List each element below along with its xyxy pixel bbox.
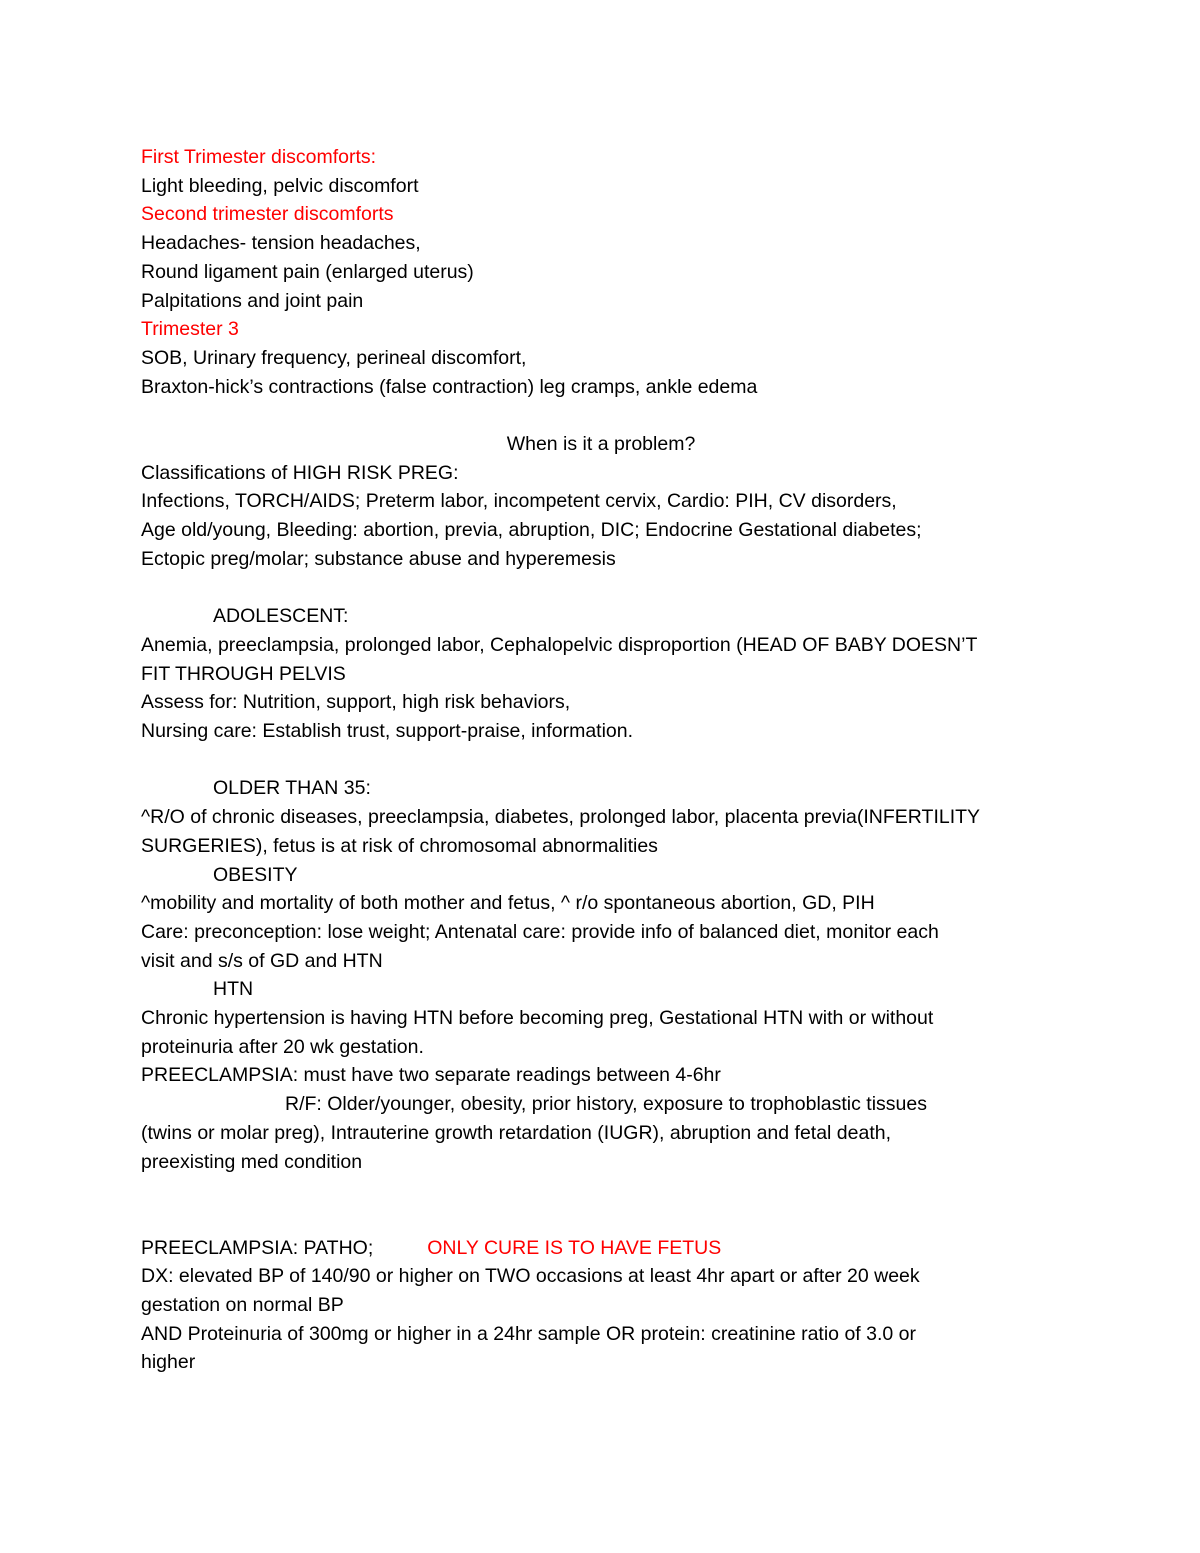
third-trimester-line: Braxton-hick’s contractions (false contraction) leg cramps, ankle edema (141, 375, 758, 398)
problem-line: Ectopic preg/molar; substance abuse and hyperemesis (141, 547, 616, 570)
obesity-line: ^mobility and mortality of both mother and fetus, ^ r/o spontaneous abortion, GD, PIH (141, 892, 875, 915)
htn-line: PREECLAMPSIA: must have two separate readings between 4-6hr (141, 1064, 721, 1087)
blank-line (141, 574, 1061, 603)
adolescent-line: Assess for: Nutrition, support, high risk behaviors, (141, 691, 571, 714)
htn-line: proteinuria after 20 wk gestation. (141, 1035, 424, 1058)
blank-line (141, 1205, 1061, 1234)
third-trimester-line: SOB, Urinary frequency, perineal discomfort, (141, 346, 527, 369)
first-trimester-text: Light bleeding, pelvic discomfort (141, 174, 419, 197)
second-trimester-line: Palpitations and joint pain (141, 289, 364, 312)
adolescent-line: Anemia, preeclampsia, prolonged labor, Cephalopelvic disproportion (HEAD OF BABY DOESN’T (141, 633, 978, 656)
adolescent-line: Nursing care: Establish trust, support-praise, information. (141, 720, 634, 743)
risk-factors-line: R/F: Older/younger, obesity, prior history, exposure to trophoblastic tissues (285, 1093, 927, 1116)
preeclampsia-patho-label: PREECLAMPSIA: PATHO; (141, 1236, 374, 1259)
preeclampsia-dx-line: gestation on normal BP (141, 1294, 344, 1317)
adolescent-heading: ADOLESCENT: (213, 605, 349, 628)
problem-line: Infections, TORCH/AIDS; Preterm labor, incompetent cervix, Cardio: PIH, CV disorders, (141, 490, 897, 513)
blank-line (141, 401, 1061, 430)
blank-line (141, 1176, 1061, 1205)
preeclampsia-patho-row (141, 1234, 1061, 1263)
risk-factors-line: preexisting med condition (141, 1150, 363, 1173)
second-trimester-line: Headaches- tension headaches, (141, 232, 421, 255)
htn-line: Chronic hypertension is having HTN before becoming preg, Gestational HTN with or without (141, 1007, 934, 1030)
second-trimester-line: Round ligament pain (enlarged uterus) (141, 260, 474, 283)
htn-heading: HTN (213, 978, 254, 1001)
older-line: ^R/O of chronic diseases, preeclampsia, diabetes, prolonged labor, placenta previa(INFERTILITY (141, 806, 981, 829)
problem-line: Classifications of HIGH RISK PREG: (141, 461, 459, 484)
older-line: SURGERIES), fetus is at risk of chromosomal abnormalities (141, 834, 658, 857)
document-body (141, 143, 1061, 1377)
preeclampsia-dx-line: DX: elevated BP of 140/90 or higher on TWO occasions at least 4hr apart or after 20 week (141, 1265, 920, 1288)
obesity-line: Care: preconception: lose weight; Antenatal care: provide info of balanced diet, monitor each (141, 920, 939, 943)
obesity-heading: OBESITY (213, 863, 298, 886)
older-heading: OLDER THAN 35: (213, 777, 371, 800)
first-trimester-heading: First Trimester discomforts: (141, 146, 377, 168)
problem-line: Age old/young, Bleeding: abortion, previa, abruption, DIC; Endocrine Gestational diabetes; (141, 519, 922, 542)
risk-factors-line: (twins or molar preg), Intrauterine growth retardation (IUGR), abruption and fetal death, (141, 1121, 892, 1144)
preeclampsia-dx-line: higher (141, 1351, 196, 1374)
adolescent-line: FIT THROUGH PELVIS (141, 662, 346, 685)
only-cure-label: ONLY CURE IS TO HAVE FETUS (427, 1236, 722, 1259)
blank-line (141, 746, 1061, 775)
third-trimester-heading: Trimester 3 (141, 318, 239, 341)
problem-heading: When is it a problem? (506, 433, 696, 456)
preeclampsia-dx-line: AND Proteinuria of 300mg or higher in a 24hr sample OR protein: creatinine ratio of 3.0 or (141, 1322, 916, 1345)
second-trimester-heading: Second trimester discomforts (141, 203, 394, 226)
obesity-line: visit and s/s of GD and HTN (141, 949, 383, 972)
